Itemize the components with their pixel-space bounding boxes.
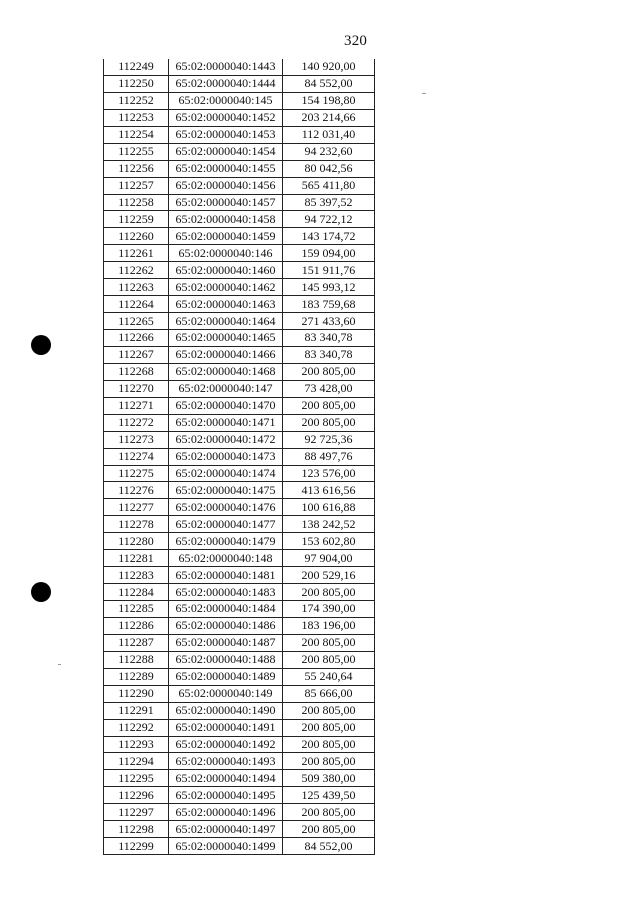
punch-hole-bottom: [31, 582, 51, 602]
amount-cell: 83 340,78: [283, 330, 375, 347]
amount-cell: 183 196,00: [283, 617, 375, 634]
cadastral-number-cell: 65:02:0000040:1499: [169, 838, 283, 855]
row-id-cell: 112254: [104, 126, 169, 143]
amount-cell: 100 616,88: [283, 499, 375, 516]
table-row: [104, 702, 375, 719]
cadastral-number-cell: 65:02:0000040:1457: [169, 194, 283, 211]
table-row: [104, 160, 375, 177]
scan-speck: [422, 93, 426, 94]
amount-cell: 80 042,56: [283, 160, 375, 177]
page-number: 320: [344, 33, 368, 49]
amount-cell: 123 576,00: [283, 465, 375, 482]
cadastral-number-cell: 65:02:0000040:1484: [169, 601, 283, 618]
row-id-cell: 112295: [104, 770, 169, 787]
table-row: [104, 143, 375, 160]
cadastral-number-cell: 65:02:0000040:1481: [169, 567, 283, 584]
table-row: [104, 482, 375, 499]
table-row: [104, 838, 375, 855]
amount-cell: 203 214,66: [283, 109, 375, 126]
row-id-cell: 112255: [104, 143, 169, 160]
cadastral-number-cell: 65:02:0000040:1458: [169, 211, 283, 228]
amount-cell: 200 805,00: [283, 414, 375, 431]
table-row: [104, 499, 375, 516]
table-row: [104, 516, 375, 533]
amount-cell: 200 805,00: [283, 584, 375, 601]
cadastral-number-cell: 65:02:0000040:1493: [169, 753, 283, 770]
amount-cell: 112 031,40: [283, 126, 375, 143]
cadastral-number-cell: 65:02:0000040:1495: [169, 787, 283, 804]
amount-cell: 84 552,00: [283, 838, 375, 855]
cadastral-number-cell: 65:02:0000040:1464: [169, 313, 283, 330]
table-row: [104, 330, 375, 347]
table-body: [104, 59, 375, 855]
table-row: [104, 75, 375, 92]
table-row: [104, 414, 375, 431]
cadastral-number-cell: 65:02:0000040:1466: [169, 346, 283, 363]
cadastral-number-cell: 65:02:0000040:1468: [169, 363, 283, 380]
table-row: [104, 550, 375, 567]
cadastral-number-cell: 65:02:0000040:1444: [169, 75, 283, 92]
row-id-cell: 112293: [104, 736, 169, 753]
cadastral-number-cell: 65:02:0000040:1494: [169, 770, 283, 787]
table-row: [104, 194, 375, 211]
row-id-cell: 112260: [104, 228, 169, 245]
table-row: [104, 380, 375, 397]
cadastral-number-cell: 65:02:0000040:1488: [169, 651, 283, 668]
table-row: [104, 753, 375, 770]
cadastral-number-cell: 65:02:0000040:147: [169, 380, 283, 397]
table-row: [104, 262, 375, 279]
cadastral-number-cell: 65:02:0000040:149: [169, 685, 283, 702]
table-row: [104, 228, 375, 245]
row-id-cell: 112265: [104, 313, 169, 330]
amount-cell: 200 805,00: [283, 753, 375, 770]
row-id-cell: 112258: [104, 194, 169, 211]
cadastral-number-cell: 65:02:0000040:1486: [169, 617, 283, 634]
table-row: [104, 804, 375, 821]
amount-cell: 138 242,52: [283, 516, 375, 533]
amount-cell: 183 759,68: [283, 296, 375, 313]
table-row: [104, 736, 375, 753]
cadastral-number-cell: 65:02:0000040:146: [169, 245, 283, 262]
row-id-cell: 112249: [104, 59, 169, 75]
amount-cell: 94 232,60: [283, 143, 375, 160]
amount-cell: 85 397,52: [283, 194, 375, 211]
amount-cell: 200 805,00: [283, 736, 375, 753]
amount-cell: 271 433,60: [283, 313, 375, 330]
table-row: [104, 346, 375, 363]
amount-cell: 509 380,00: [283, 770, 375, 787]
amount-cell: 200 805,00: [283, 397, 375, 414]
row-id-cell: 112291: [104, 702, 169, 719]
amount-cell: 200 529,16: [283, 567, 375, 584]
cadastral-number-cell: 65:02:0000040:1453: [169, 126, 283, 143]
row-id-cell: 112287: [104, 634, 169, 651]
cadastral-number-cell: 65:02:0000040:1452: [169, 109, 283, 126]
table-row: [104, 109, 375, 126]
row-id-cell: 112271: [104, 397, 169, 414]
amount-cell: 565 411,80: [283, 177, 375, 194]
amount-cell: 200 805,00: [283, 702, 375, 719]
amount-cell: 200 805,00: [283, 651, 375, 668]
table-row: [104, 617, 375, 634]
table-row: [104, 279, 375, 296]
amount-cell: 73 428,00: [283, 380, 375, 397]
cadastral-table: [103, 59, 375, 855]
table-row: [104, 651, 375, 668]
cadastral-number-cell: 65:02:0000040:1490: [169, 702, 283, 719]
amount-cell: 145 993,12: [283, 279, 375, 296]
table-row: [104, 465, 375, 482]
cadastral-number-cell: 65:02:0000040:1456: [169, 177, 283, 194]
table-row: [104, 211, 375, 228]
cadastral-number-cell: 65:02:0000040:1483: [169, 584, 283, 601]
table-row: [104, 92, 375, 109]
row-id-cell: 112278: [104, 516, 169, 533]
table-row: [104, 126, 375, 143]
amount-cell: 200 805,00: [283, 634, 375, 651]
table-row: [104, 177, 375, 194]
row-id-cell: 112252: [104, 92, 169, 109]
amount-cell: 88 497,76: [283, 448, 375, 465]
cadastral-number-cell: 65:02:0000040:1487: [169, 634, 283, 651]
row-id-cell: 112272: [104, 414, 169, 431]
row-id-cell: 112253: [104, 109, 169, 126]
table-row: [104, 770, 375, 787]
table-row: [104, 397, 375, 414]
row-id-cell: 112292: [104, 719, 169, 736]
amount-cell: 154 198,80: [283, 92, 375, 109]
row-id-cell: 112288: [104, 651, 169, 668]
row-id-cell: 112298: [104, 821, 169, 838]
row-id-cell: 112263: [104, 279, 169, 296]
row-id-cell: 112275: [104, 465, 169, 482]
cadastral-number-cell: 65:02:0000040:1465: [169, 330, 283, 347]
row-id-cell: 112283: [104, 567, 169, 584]
row-id-cell: 112264: [104, 296, 169, 313]
amount-cell: 159 094,00: [283, 245, 375, 262]
amount-cell: 83 340,78: [283, 346, 375, 363]
row-id-cell: 112266: [104, 330, 169, 347]
cadastral-number-cell: 65:02:0000040:1460: [169, 262, 283, 279]
table-row: [104, 634, 375, 651]
table-row: [104, 313, 375, 330]
cadastral-number-cell: 65:02:0000040:1459: [169, 228, 283, 245]
cadastral-number-cell: 65:02:0000040:1455: [169, 160, 283, 177]
cadastral-number-cell: 65:02:0000040:1470: [169, 397, 283, 414]
table-row: [104, 448, 375, 465]
row-id-cell: 112273: [104, 431, 169, 448]
row-id-cell: 112268: [104, 363, 169, 380]
table-row: [104, 363, 375, 380]
row-id-cell: 112267: [104, 346, 169, 363]
table-row: [104, 533, 375, 550]
amount-cell: 200 805,00: [283, 363, 375, 380]
cadastral-number-cell: 65:02:0000040:1443: [169, 59, 283, 75]
amount-cell: 174 390,00: [283, 601, 375, 618]
row-id-cell: 112286: [104, 617, 169, 634]
row-id-cell: 112284: [104, 584, 169, 601]
scan-speck: [58, 664, 61, 665]
row-id-cell: 112259: [104, 211, 169, 228]
table-row: [104, 245, 375, 262]
row-id-cell: 112274: [104, 448, 169, 465]
punch-hole-top: [31, 335, 51, 355]
cadastral-number-cell: 65:02:0000040:1474: [169, 465, 283, 482]
table-row: [104, 431, 375, 448]
cadastral-number-cell: 65:02:0000040:1476: [169, 499, 283, 516]
cadastral-number-cell: 65:02:0000040:148: [169, 550, 283, 567]
amount-cell: 85 666,00: [283, 685, 375, 702]
table-row: [104, 59, 375, 75]
amount-cell: 200 805,00: [283, 719, 375, 736]
amount-cell: 84 552,00: [283, 75, 375, 92]
amount-cell: 153 602,80: [283, 533, 375, 550]
cadastral-number-cell: 65:02:0000040:1491: [169, 719, 283, 736]
cadastral-number-cell: 65:02:0000040:1472: [169, 431, 283, 448]
table-row: [104, 601, 375, 618]
row-id-cell: 112290: [104, 685, 169, 702]
row-id-cell: 112296: [104, 787, 169, 804]
cadastral-number-cell: 65:02:0000040:1471: [169, 414, 283, 431]
table-row: [104, 668, 375, 685]
cadastral-number-cell: 65:02:0000040:1489: [169, 668, 283, 685]
row-id-cell: 112270: [104, 380, 169, 397]
cadastral-number-cell: 65:02:0000040:1473: [169, 448, 283, 465]
table-row: [104, 296, 375, 313]
row-id-cell: 112289: [104, 668, 169, 685]
amount-cell: 151 911,76: [283, 262, 375, 279]
row-id-cell: 112262: [104, 262, 169, 279]
amount-cell: 94 722,12: [283, 211, 375, 228]
cadastral-number-cell: 65:02:0000040:1492: [169, 736, 283, 753]
cadastral-number-cell: 65:02:0000040:1479: [169, 533, 283, 550]
row-id-cell: 112280: [104, 533, 169, 550]
row-id-cell: 112285: [104, 601, 169, 618]
row-id-cell: 112276: [104, 482, 169, 499]
row-id-cell: 112257: [104, 177, 169, 194]
row-id-cell: 112256: [104, 160, 169, 177]
row-id-cell: 112299: [104, 838, 169, 855]
row-id-cell: 112277: [104, 499, 169, 516]
cadastral-number-cell: 65:02:0000040:1462: [169, 279, 283, 296]
table-row: [104, 685, 375, 702]
table-row: [104, 584, 375, 601]
amount-cell: 200 805,00: [283, 804, 375, 821]
table-row: [104, 719, 375, 736]
amount-cell: 143 174,72: [283, 228, 375, 245]
table-row: [104, 821, 375, 838]
cadastral-number-cell: 65:02:0000040:1496: [169, 804, 283, 821]
row-id-cell: 112250: [104, 75, 169, 92]
amount-cell: 200 805,00: [283, 821, 375, 838]
cadastral-number-cell: 65:02:0000040:1477: [169, 516, 283, 533]
row-id-cell: 112294: [104, 753, 169, 770]
amount-cell: 55 240,64: [283, 668, 375, 685]
amount-cell: 92 725,36: [283, 431, 375, 448]
cadastral-number-cell: 65:02:0000040:145: [169, 92, 283, 109]
row-id-cell: 112261: [104, 245, 169, 262]
row-id-cell: 112297: [104, 804, 169, 821]
amount-cell: 125 439,50: [283, 787, 375, 804]
amount-cell: 413 616,56: [283, 482, 375, 499]
cadastral-number-cell: 65:02:0000040:1497: [169, 821, 283, 838]
table-row: [104, 787, 375, 804]
cadastral-number-cell: 65:02:0000040:1475: [169, 482, 283, 499]
amount-cell: 140 920,00: [283, 59, 375, 75]
cadastral-number-cell: 65:02:0000040:1454: [169, 143, 283, 160]
amount-cell: 97 904,00: [283, 550, 375, 567]
table-row: [104, 567, 375, 584]
cadastral-number-cell: 65:02:0000040:1463: [169, 296, 283, 313]
row-id-cell: 112281: [104, 550, 169, 567]
